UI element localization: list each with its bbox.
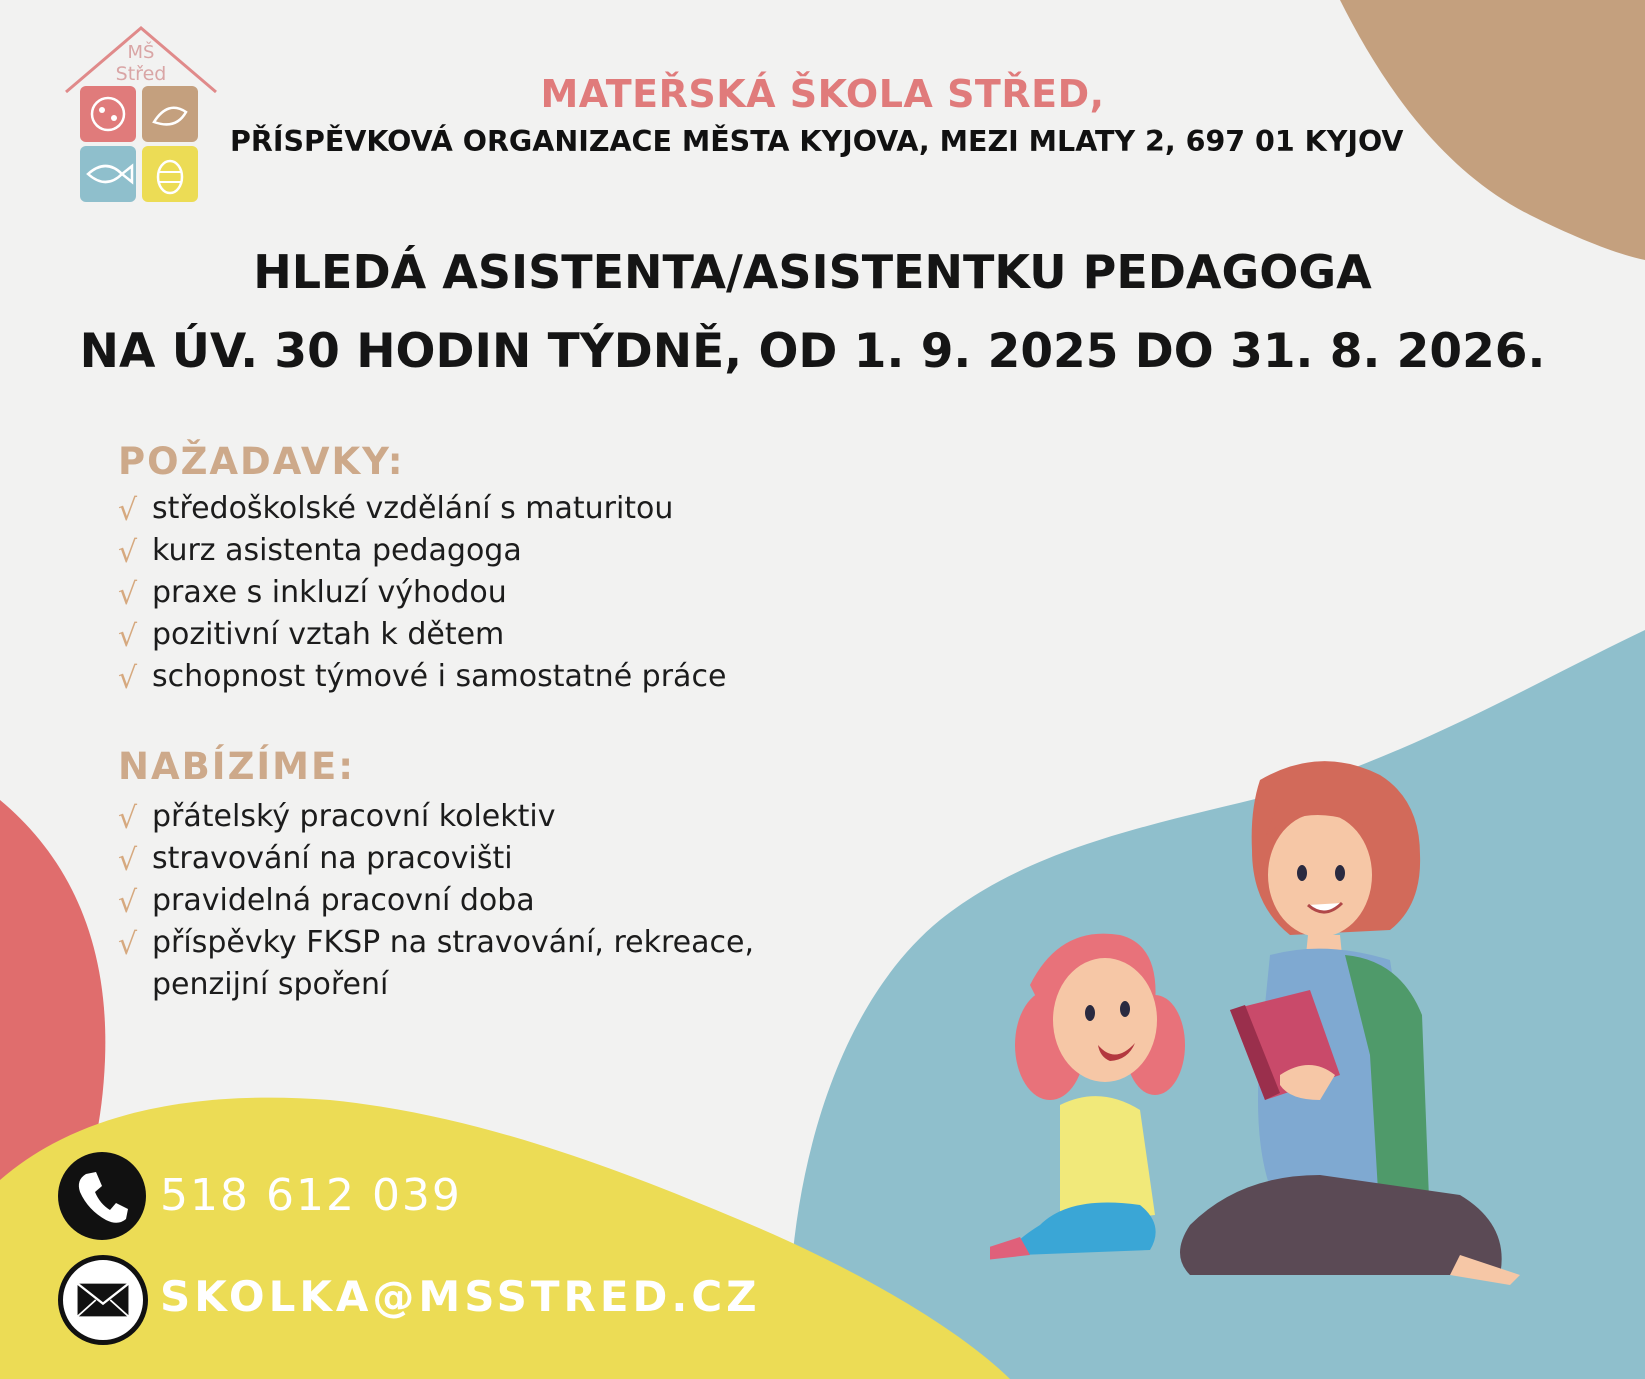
offer-title: NABÍZÍME: <box>118 745 356 788</box>
check-icon: √ <box>118 577 138 612</box>
school-name: MATEŘSKÁ ŠKOLA STŘED, <box>540 72 1105 116</box>
list-item: √ praxe s inkluzí výhodou <box>118 572 726 614</box>
check-icon: √ <box>118 885 138 920</box>
check-icon: √ <box>118 801 138 836</box>
list-item: √ příspěvky FKSP na stravování, rekreace, <box>118 922 754 964</box>
teacher-figure <box>1180 761 1520 1285</box>
list-item: √ středoškolské vzdělání s maturitou <box>118 488 726 530</box>
teacher-child-illustration <box>990 755 1610 1345</box>
check-icon: √ <box>118 843 138 878</box>
email-address[interactable]: SKOLKA@MSSTRED.CZ <box>160 1272 761 1321</box>
headline-position: HLEDÁ ASISTENTA/ASISTENTKU PEDAGOGA <box>253 245 1372 299</box>
list-item: √ pravidelná pracovní doba <box>118 880 754 922</box>
child-figure <box>990 934 1185 1260</box>
list-item: √ přátelský pracovní kolektiv <box>118 796 754 838</box>
check-icon: √ <box>118 661 138 696</box>
list-item: √ schopnost týmové i samostatné práce <box>118 656 726 698</box>
requirements-title: POŽADAVKY: <box>118 440 405 483</box>
check-icon: √ <box>118 535 138 570</box>
list-item: √ pozitivní vztah k dětem <box>118 614 726 656</box>
logo-line1: MŠ <box>127 42 155 63</box>
list-item-continuation: penzijní spoření <box>152 967 389 1002</box>
offer-list <box>118 796 754 1006</box>
list-item: √ stravování na pracovišti <box>118 838 754 880</box>
organization-address: PŘÍSPĚVKOVÁ ORGANIZACE MĚSTA KYJOVA, MEZI MLATY 2, 697 01 KYJOV <box>230 125 1404 158</box>
logo-line2: Střed <box>115 63 167 85</box>
headline-terms: NA ÚV. 30 HODIN TÝDNĚ, OD 1. 9. 2025 DO 31. 8. 2026. <box>79 324 1546 379</box>
phone-icon <box>58 1152 146 1240</box>
check-icon: √ <box>118 619 138 654</box>
check-icon: √ <box>118 927 138 962</box>
envelope-icon <box>58 1255 148 1345</box>
check-icon: √ <box>118 493 138 528</box>
requirements-list <box>118 488 726 698</box>
list-item: √ kurz asistenta pedagoga <box>118 530 726 572</box>
phone-number[interactable]: 518 612 039 <box>160 1170 462 1221</box>
